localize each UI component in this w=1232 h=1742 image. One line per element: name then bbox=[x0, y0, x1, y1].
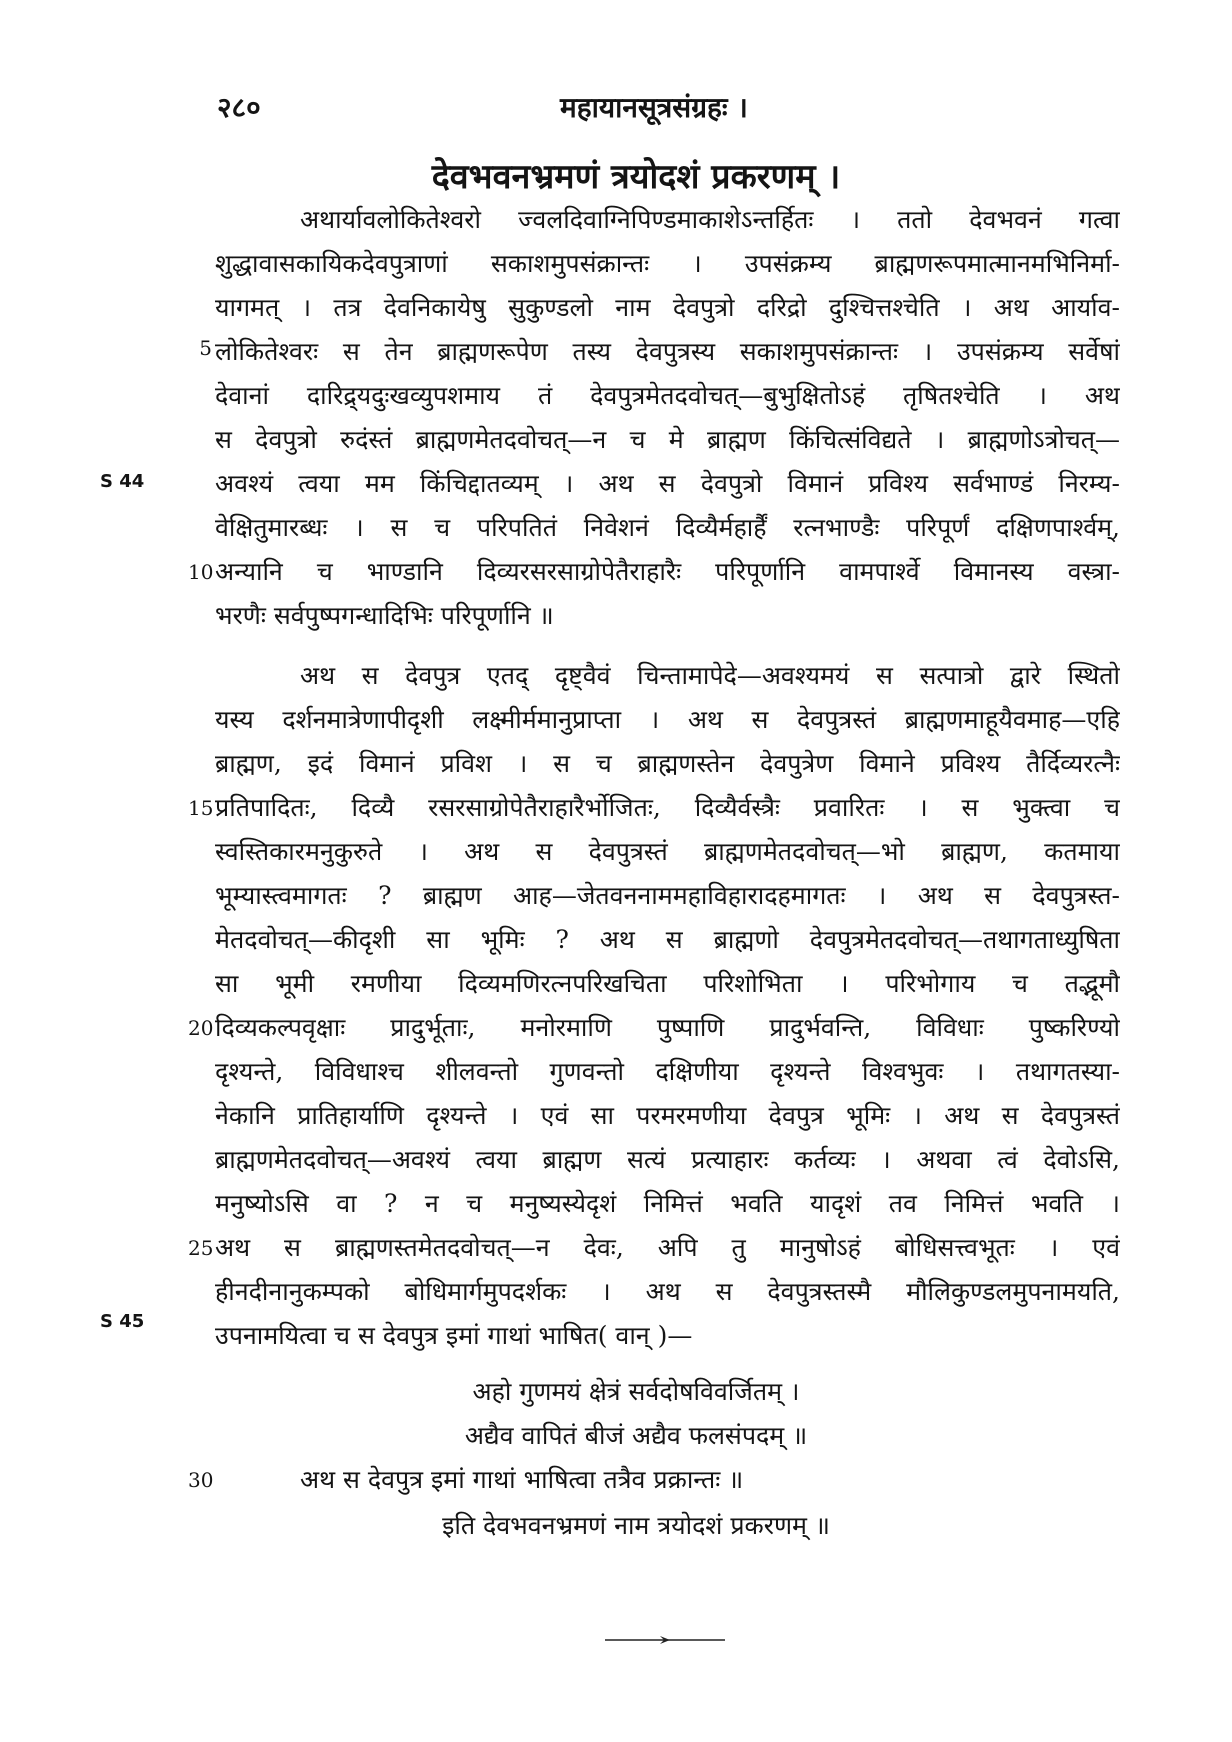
text-line: ब्राह्मण, इदं विमानं प्रविश । स च ब्राह्मणस्तेन देवपुत्रेण विमाने प्रविश्य तैर्दिव्यरत्नैः bbox=[215, 749, 1120, 778]
text-line: शुद्धावासकायिकदेवपुत्राणां सकाशमुपसंक्रान्तः । उपसंक्रम्य ब्राह्मणरूपमात्मानमभिनिर्मा- bbox=[215, 249, 1120, 278]
text-line: दृश्यन्ते, विविधाश्च शीलवन्तो गुणवन्तो दक्षिणीया दृश्यन्ते विश्वभुवः । तथागतस्या- bbox=[215, 1057, 1120, 1086]
text-line: वेक्षितुमारब्धः । स च परिपतितं निवेशनं दिव्यैर्महार्हैं रत्नभाण्डैः परिपूर्णं दक्षिणपार्श्वम्, bbox=[215, 513, 1120, 542]
margin-reference: S 44 bbox=[100, 471, 145, 492]
text-line: भूम्यास्त्वमागतः ? ब्राह्मण आह—जेतवननाममहाविहारादहमागतः । अथ स देवपुत्रस्त- bbox=[215, 881, 1120, 910]
text-line: अथार्यावलोकितेश्वरो ज्वलदिवाग्निपिण्डमाकाशेऽन्तर्हितः । ततो देवभवनं गत्वा bbox=[300, 205, 1120, 234]
text-line: अथ स देवपुत्र एतद् दृष्ट्वैवं चिन्तामापेदे—अवश्यमयं स सत्पात्रो द्वारे स्थितो bbox=[300, 661, 1120, 690]
text-line: अन्यानि च भाण्डानि दिव्यरसरसाग्रोपेतैराहारैः परिपूर्णानि वामपार्श्वे विमानस्य वस्त्रा- bbox=[215, 557, 1120, 586]
line-number: 15 bbox=[188, 796, 214, 820]
line-number: 5 bbox=[199, 336, 212, 360]
text-line: ब्राह्मणमेतदवोचत्—अवश्यं त्वया ब्राह्मण सत्यं प्रत्याहारः कर्तव्यः । अथवा त्वं देवोऽसि, bbox=[215, 1145, 1120, 1174]
text-line: देवानां दारिद्र्यदुःखव्युपशमाय तं देवपुत्रमेतदवोचत्—बुभुक्षितोऽहं तृषितश्चेति । अथ bbox=[215, 381, 1120, 410]
text-line: लोकितेश्वरः स तेन ब्राह्मणरूपेण तस्य देवपुत्रस्य सकाशमुपसंक्रान्तः । उपसंक्रम्य सर्वेषां bbox=[215, 337, 1120, 366]
text-line: उपनामयित्वा च स देवपुत्र इमां गाथां भाषित( वान् )— bbox=[215, 1321, 693, 1350]
text-line: मेतदवोचत्—कीदृशी सा भूमिः ? अथ स ब्राह्मणो देवपुत्रमेतदवोचत्—तथागताध्युषिता bbox=[215, 925, 1120, 954]
line-number: 30 bbox=[188, 1468, 214, 1492]
margin-reference: S 45 bbox=[100, 1311, 145, 1332]
closing-line: अथ स देवपुत्र इमां गाथां भाषित्वा तत्रैव प्रक्रान्तः ॥ bbox=[300, 1465, 744, 1494]
chapter-colophon: इति देवभवनभ्रमणं नाम त्रयोदशं प्रकरणम् ॥ bbox=[442, 1511, 830, 1540]
running-title: महायानसूत्रसंग्रहः । bbox=[560, 91, 748, 124]
page-number: २८० bbox=[217, 91, 261, 124]
text-line: दिव्यकल्पवृक्षाः प्रादुर्भूताः, मनोरमाणि पुष्पाणि प्रादुर्भवन्ति, विविधाः पुष्करिण्यो bbox=[215, 1013, 1120, 1042]
text-line: अवश्यं त्वया मम किंचिद्दातव्यम् । अथ स देवपुत्रो विमानं प्रविश्य सर्वभाण्डं निरम्य- bbox=[215, 469, 1120, 498]
text-line: मनुष्योऽसि वा ? न च मनुष्यस्येदृशं निमित्तं भवति यादृशं तव निमित्तं भवति । bbox=[215, 1189, 1120, 1218]
text-line: भरणैः सर्वपुष्पगन्धादिभिः परिपूर्णानि ॥ bbox=[215, 601, 554, 630]
text-line: प्रतिपादितः, दिव्यै रसरसाग्रोपेतैराहारैर्भोजितः, दिव्यैर्वस्त्रैः प्रवारितः । स भुक्त्वा च bbox=[215, 793, 1120, 822]
verse-line: अद्यैव वापितं बीजं अद्यैव फलसंपदम् ॥ bbox=[464, 1421, 808, 1450]
line-number: 10 bbox=[188, 560, 214, 584]
text-line: सा भूमी रमणीया दिव्यमणिरत्नपरिखचिता परिशोभिता । परिभोगाय च तद्भूमौ bbox=[215, 969, 1120, 998]
text-line: हीनदीनानुकम्पको बोधिमार्गमुपदर्शकः । अथ स देवपुत्रस्तस्मै मौलिकुण्डलमुपनामयति, bbox=[215, 1277, 1120, 1306]
text-line: यागमत् । तत्र देवनिकायेषु सुकुण्डलो नाम देवपुत्रो दरिद्रो दुश्चित्तश्चेति । अथ आर्याव- bbox=[215, 293, 1120, 322]
text-line: यस्य दर्शनमात्रेणापीदृशी लक्ष्मीर्ममानुप्राप्ता । अथ स देवपुत्रस्तं ब्राह्मणमाहूयैवमाह—एहि bbox=[215, 705, 1120, 734]
text-line: नेकानि प्रातिहार्याणि दृश्यन्ते । एवं सा परमरमणीया देवपुत्र भूमिः । अथ स देवपुत्रस्तं bbox=[215, 1101, 1120, 1130]
chapter-title: देवभवनभ्रमणं त्रयोदशं प्रकरणम् । bbox=[431, 157, 841, 197]
text-line: स्वस्तिकारमनुकुरुते । अथ स देवपुत्रस्तं ब्राह्मणमेतदवोचत्—भो ब्राह्मण, कतमाया bbox=[215, 837, 1120, 866]
text-line: अथ स ब्राह्मणस्तमेतदवोचत्—न देवः, अपि तु मानुषोऽहं बोधिसत्त्वभूतः । एवं bbox=[215, 1233, 1120, 1262]
line-number: 20 bbox=[188, 1016, 214, 1040]
verse-line: अहो गुणमयं क्षेत्रं सर्वदोषविवर्जितम् । bbox=[472, 1377, 800, 1406]
text-line: स देवपुत्रो रुदंस्तं ब्राह्मणमेतदवोचत्—न च मे ब्राह्मण किंचित्संविद्यते । ब्राह्मणोऽत्रोचत्— bbox=[215, 425, 1120, 454]
line-number: 25 bbox=[188, 1236, 214, 1260]
end-ornament-icon bbox=[600, 1636, 730, 1644]
